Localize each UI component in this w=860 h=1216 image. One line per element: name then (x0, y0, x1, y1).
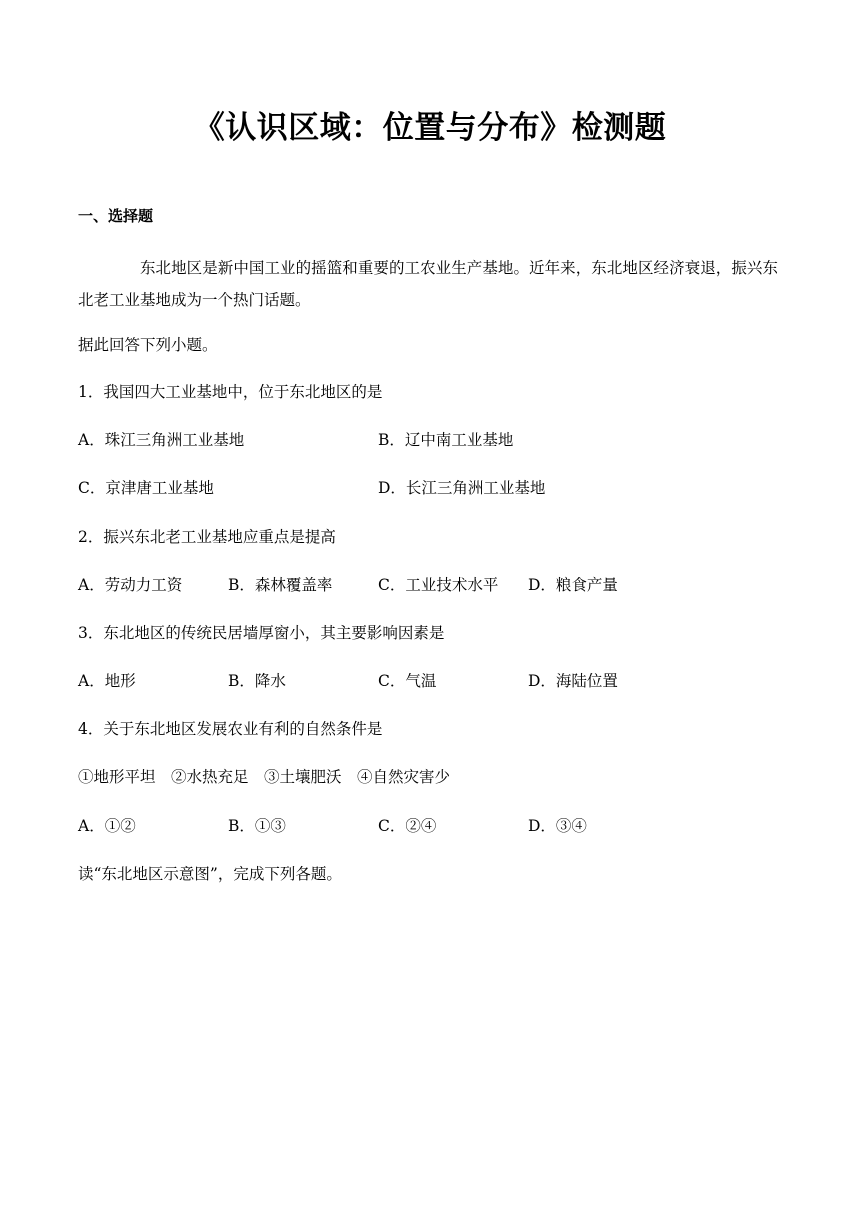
question-3-option-b: B．降水 (228, 672, 286, 690)
question-3-option-c: C．气温 (378, 672, 437, 690)
map-instruction-text: 读“东北地区示意图”，完成下列各题。 (78, 865, 342, 883)
question-3-stem: 3．东北地区的传统民居墙厚窗小，其主要影响因素是 (78, 624, 445, 642)
question-4-option-d: D．③④ (528, 817, 587, 835)
question-1-option-b: B．辽中南工业基地 (378, 431, 514, 449)
question-2-option-c: C．工业技术水平 (378, 576, 499, 594)
question-3-option-d: D．海陆位置 (528, 672, 618, 690)
question-4-conditions: ①地形平坦 ②水热充足 ③土壤肥沃 ④自然灾害少 (78, 768, 451, 786)
question-2-option-d: D．粮食产量 (528, 576, 618, 594)
question-2-option-b: B．森林覆盖率 (228, 576, 333, 594)
section-heading: 一、选择题 (78, 207, 154, 225)
question-1-option-a: A．珠江三角洲工业基地 (78, 431, 245, 449)
question-2-option-a: A．劳动力工资 (78, 576, 183, 594)
intro-paragraph: 东北地区是新中国工业的摇篮和重要的工农业生产基地。近年来，东北地区经济衰退，振兴东北老工业基地成为一个热门话题。 (78, 259, 778, 309)
question-4-stem: 4．关于东北地区发展农业有利的自然条件是 (78, 720, 383, 738)
page-title: 《认识区域：位置与分布》检测题 (193, 110, 667, 146)
question-4-option-c: C．②④ (378, 817, 437, 835)
instruction-text: 据此回答下列小题。 (78, 336, 218, 354)
question-1-stem: 1．我国四大工业基地中，位于东北地区的是 (78, 383, 383, 401)
question-3-option-a: A．地形 (78, 672, 136, 690)
question-1-option-c: C．京津唐工业基地 (78, 479, 214, 497)
question-2-stem: 2．振兴东北老工业基地应重点是提高 (78, 528, 336, 546)
question-1-option-d: D．长江三角洲工业基地 (378, 479, 546, 497)
question-4-option-a: A．①② (78, 817, 136, 835)
question-4-option-b: B．①③ (228, 817, 286, 835)
